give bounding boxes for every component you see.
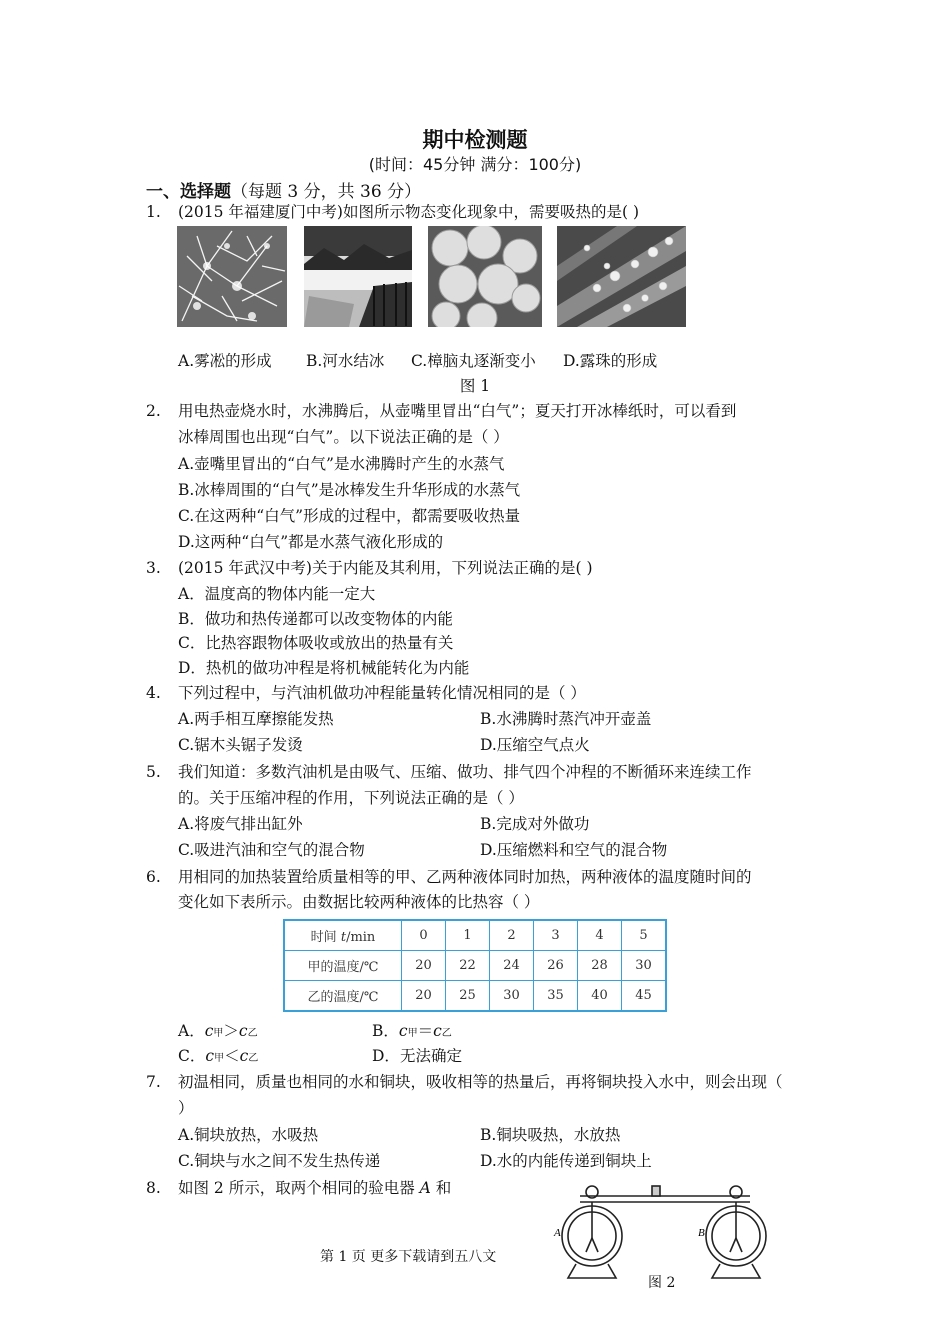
- page-subtitle: (时间：45分钟 满分：100分): [368, 155, 582, 174]
- question-stem: (2015 年福建厦门中考)如图所示物态变化现象中，需要吸热的是( ): [178, 203, 639, 221]
- option-a: A.雾凇的形成: [178, 352, 272, 370]
- option-b: B.冰棒周围的“白气”是冰棒发生升华形成的水蒸气: [178, 481, 521, 499]
- option-d: D.这两种“白气”都是水蒸气液化形成的: [178, 533, 444, 551]
- table-cell: 4: [578, 920, 622, 951]
- question-stem: 我们知道：多数汽油机是由吸气、压缩、做功、排气四个冲程的不断循环来连续工作: [178, 763, 752, 781]
- question-stem: 用电热壶烧水时，水沸腾后，从壶嘴里冒出“白气”；夏天打开冰棒纸时，可以看到: [178, 402, 737, 420]
- question-stem: 冰棒周围也出现“白气”。以下说法正确的是（ ）: [178, 428, 509, 446]
- label-b: B: [698, 1227, 705, 1239]
- table-row: [284, 951, 666, 981]
- section-heading: 一、选择题（每题 3 分，共 36 分）: [146, 182, 422, 202]
- question-number: 3.: [146, 559, 161, 577]
- table-cell: 3: [534, 920, 578, 951]
- question-number: 7.: [146, 1073, 161, 1091]
- frozen-river-image: [304, 226, 412, 327]
- table-row-label: 甲的温度/℃: [284, 951, 402, 981]
- page-title: 期中检测题: [422, 128, 528, 152]
- option-c: C.铜块与水之间不发生热传递: [178, 1152, 381, 1170]
- camphor-balls-image: [428, 226, 542, 327]
- frost-tree-image: [177, 226, 287, 327]
- option-a: A.两手相互摩擦能发热: [178, 710, 334, 728]
- option-c: C.锯木头锯子发烫: [178, 736, 303, 754]
- option-d: D.水的内能传递到铜块上: [480, 1152, 652, 1170]
- table-cell: 0: [402, 920, 446, 951]
- table-cell: 20: [402, 951, 446, 981]
- table-row-label: 乙的温度/℃: [284, 981, 402, 1012]
- option-c: C.樟脑丸逐渐变小: [411, 352, 536, 370]
- table-cell: 2: [490, 920, 534, 951]
- table-cell: 45: [622, 981, 667, 1012]
- table-cell: 30: [622, 951, 667, 981]
- table-cell: 26: [534, 951, 578, 981]
- option-a: A．温度高的物体内能一定大: [178, 585, 376, 603]
- option-c: C．比热容跟物体吸收或放出的热量有关: [178, 634, 454, 652]
- option-b: B．c甲＝c乙: [372, 1022, 452, 1040]
- question-number: 2.: [146, 402, 161, 420]
- table-cell: 40: [578, 981, 622, 1012]
- table-cell: 5: [622, 920, 667, 951]
- option-b: B.河水结冰: [306, 352, 385, 370]
- question-stem: 下列过程中，与汽油机做功冲程能量转化情况相同的是（ ）: [178, 684, 586, 702]
- option-a: A.将废气排出缸外: [178, 815, 303, 833]
- option-a: A.铜块放热，水吸热: [178, 1126, 319, 1144]
- table-cell: 1: [446, 920, 490, 951]
- question-stem: 变化如下表所示。由数据比较两种液体的比热容（ ）: [178, 893, 540, 911]
- table-cell: 35: [534, 981, 578, 1012]
- table-cell: 30: [490, 981, 534, 1012]
- option-b: B．做功和热传递都可以改变物体的内能: [178, 610, 453, 628]
- question-stem: (2015 年武汉中考)关于内能及其利用，下列说法正确的是( ): [178, 559, 593, 577]
- option-a: A.壶嘴里冒出的“白气”是水沸腾时产生的水蒸气: [178, 455, 505, 473]
- option-d: D.露珠的形成: [563, 352, 658, 370]
- option-c: C.吸进汽油和空气的混合物: [178, 841, 365, 859]
- table-row: [284, 981, 666, 1012]
- option-a: A．c甲＞c乙: [178, 1022, 258, 1040]
- option-d: D．无法确定: [372, 1047, 462, 1065]
- table-cell: 28: [578, 951, 622, 981]
- option-d: D．热机的做功冲程是将机械能转化为内能: [178, 659, 470, 677]
- option-c: C．c甲＜c乙: [178, 1047, 259, 1065]
- table-cell: 24: [490, 951, 534, 981]
- question-stem: 用相同的加热装置给质量相等的甲、乙两种液体同时加热，两种液体的温度随时间的: [178, 868, 752, 886]
- question-stem: ）: [178, 1099, 194, 1117]
- option-b: B.水沸腾时蒸汽冲开壶盖: [480, 710, 652, 728]
- question-stem: 初温相同，质量也相同的水和铜块，吸收相等的热量后，再将铜块投入水中，则会出现（: [178, 1073, 783, 1091]
- option-c: C.在这两种“白气”形成的过程中，都需要吸收热量: [178, 507, 521, 525]
- table-row: [284, 920, 666, 951]
- question-number: 1.: [146, 203, 161, 221]
- option-b: B.铜块吸热，水放热: [480, 1126, 621, 1144]
- question-number: 5.: [146, 763, 161, 781]
- page-footer: 第 1 页 更多下载请到五八文: [320, 1249, 497, 1265]
- table-cell: 25: [446, 981, 490, 1012]
- table-cell: 20: [402, 981, 446, 1012]
- label-a: A: [554, 1227, 561, 1239]
- question-stem: 的。关于压缩冲程的作用，下列说法正确的是（ ）: [178, 789, 524, 807]
- option-b: B.完成对外做功: [480, 815, 590, 833]
- figure-caption: 图 1: [459, 377, 491, 395]
- temperature-table: [283, 919, 667, 1012]
- question-stem: 如图 2 所示，取两个相同的验电器 A 和: [178, 1179, 452, 1197]
- dew-drops-image: [557, 226, 686, 327]
- question-number: 8.: [146, 1179, 161, 1197]
- table-cell: 22: [446, 951, 490, 981]
- option-d: D.压缩空气点火: [480, 736, 590, 754]
- figure-caption: 图 2: [648, 1275, 676, 1291]
- question-number: 6.: [146, 868, 161, 886]
- option-d: D.压缩燃料和空气的混合物: [480, 841, 668, 859]
- question-number: 4.: [146, 684, 161, 702]
- table-header-cell: 时间 t/min: [284, 920, 402, 951]
